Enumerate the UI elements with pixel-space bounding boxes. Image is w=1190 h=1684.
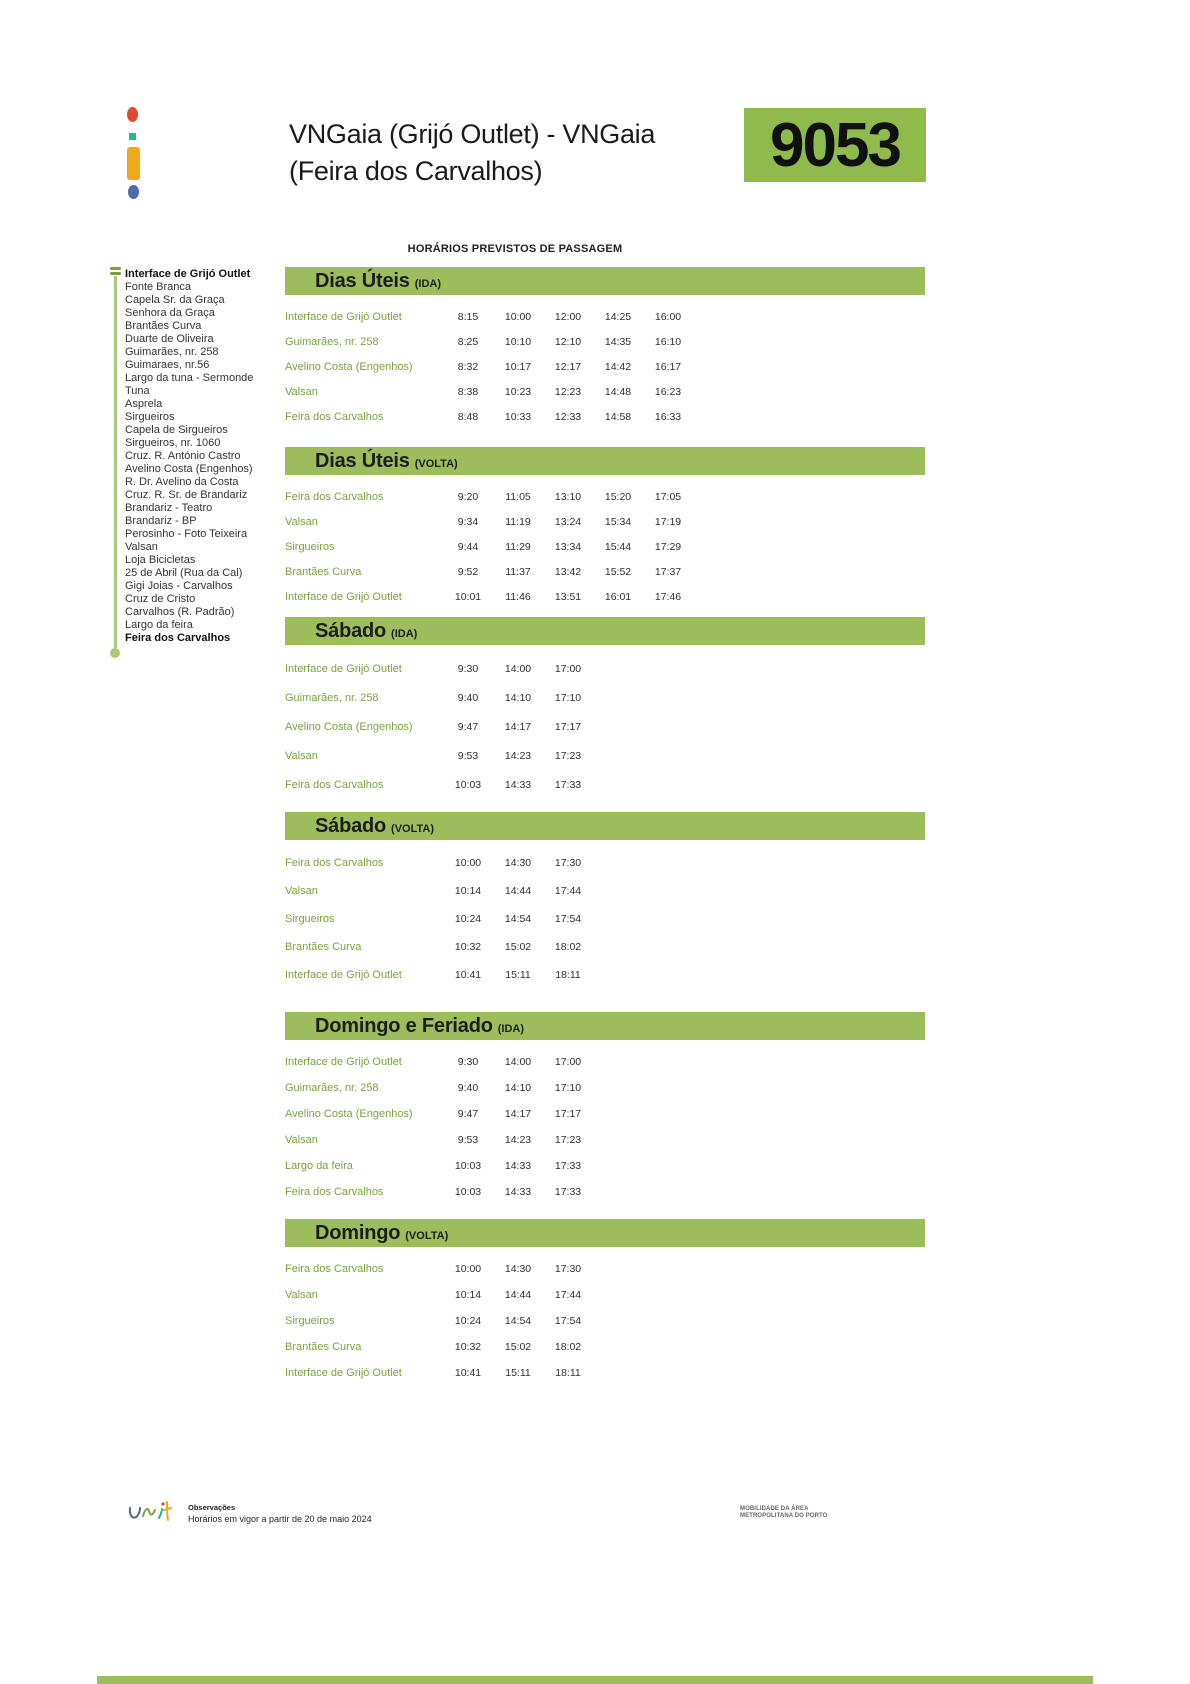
departure-time: 9:52 (457, 565, 479, 578)
bottom-green-band (97, 1676, 1093, 1684)
section-rows (285, 295, 925, 429)
stop-name: Brantães Curva (285, 1341, 362, 1353)
departure-time: 10:41 (454, 1367, 482, 1379)
timetable-row (285, 304, 925, 329)
timetable-row (285, 1101, 925, 1127)
departure-time: 9:30 (457, 662, 479, 675)
logo-orange-bar-icon (127, 147, 140, 180)
timetable-row (285, 654, 925, 683)
section-rows (285, 840, 925, 989)
route-line (114, 276, 117, 648)
section-rows (285, 645, 925, 799)
departure-time: 14:33 (504, 1160, 532, 1172)
sidebar-stop: Cruz. R. António Castro (125, 450, 241, 462)
departure-time: 17:54 (554, 913, 582, 925)
departure-time: 9:40 (457, 1082, 479, 1094)
departure-time: 14:10 (504, 1082, 532, 1094)
section-direction: (IDA) (391, 628, 418, 640)
departure-time: 17:05 (654, 490, 682, 503)
departure-time: 14:44 (504, 885, 532, 897)
departure-time: 17:33 (554, 778, 582, 791)
sidebar-stop: Guimarães, nr. 258 (125, 346, 219, 358)
sidebar-stop: Duarte de Oliveira (125, 333, 214, 345)
departure-time: 17:44 (554, 885, 582, 897)
departure-time: 17:10 (554, 1082, 582, 1094)
timetable-section (285, 1219, 925, 1386)
departure-time: 10:01 (454, 590, 482, 603)
departure-time: 17:00 (554, 662, 582, 675)
sidebar-stop: Perosinho - Foto Teixeira (125, 528, 248, 540)
sidebar-stop: R. Dr. Avelino da Costa (125, 476, 239, 488)
timetable-row (285, 770, 925, 799)
departure-time: 17:29 (654, 540, 682, 553)
section-title: Dias Úteis (315, 269, 410, 292)
departure-time: 10:03 (454, 1186, 482, 1198)
departure-time: 15:11 (505, 969, 531, 981)
timetable-section (285, 267, 925, 429)
timetable-row (285, 1282, 925, 1308)
departure-time: 17:33 (554, 1186, 582, 1198)
departure-time: 13:10 (554, 490, 582, 503)
stop-name: Valsan (285, 1289, 318, 1301)
departure-time: 11:46 (505, 590, 531, 603)
departure-time: 9:53 (457, 749, 479, 762)
section-header (285, 267, 925, 295)
departure-time: 10:00 (454, 857, 482, 869)
departure-time: 14:30 (504, 1263, 532, 1275)
stop-name: Avelino Costa (Engenhos) (285, 720, 413, 733)
departure-time: 16:00 (654, 310, 682, 323)
departure-time: 16:23 (654, 385, 682, 398)
timetable-section (285, 1012, 925, 1205)
stop-name: Largo da feira (285, 1160, 353, 1172)
departure-time: 14:10 (504, 691, 532, 704)
timetable-row (285, 849, 925, 877)
departure-time: 10:24 (454, 913, 482, 925)
departure-time: 13:51 (554, 590, 582, 603)
agency-line1: MOBILIDADE DA ÁREA (740, 1506, 809, 1512)
departure-time: 17:44 (554, 1289, 582, 1301)
departure-time: 16:01 (604, 590, 632, 603)
timetable-row (285, 1256, 925, 1282)
departure-time: 11:37 (505, 565, 531, 578)
departure-time: 8:48 (457, 410, 479, 423)
stop-name: Interface de Grijó Outlet (285, 590, 402, 603)
stop-name: Valsan (285, 385, 318, 398)
departure-time: 10:41 (454, 969, 482, 981)
timetable-row (285, 1127, 925, 1153)
stop-name: Interface de Grijó Outlet (285, 1056, 402, 1068)
stop-name: Sirgueiros (285, 913, 335, 925)
stop-name: Avelino Costa (Engenhos) (285, 360, 413, 373)
departure-time: 11:29 (505, 540, 531, 553)
departure-time: 9:30 (457, 1056, 479, 1068)
timetable-sections (285, 0, 925, 1684)
departure-time: 14:25 (604, 310, 632, 323)
departure-time: 10:23 (504, 385, 532, 398)
section-header (285, 447, 925, 475)
departure-time: 14:23 (504, 1134, 532, 1146)
observations-text: Horários em vigor a partir de 20 de maio 2024 (188, 1514, 372, 1524)
departure-time: 11:19 (505, 515, 531, 528)
departure-time: 14:35 (604, 335, 632, 348)
departure-time: 9:34 (457, 515, 479, 528)
timetable-row (285, 961, 925, 989)
timetable-row (285, 1308, 925, 1334)
departure-time: 14:42 (604, 360, 632, 373)
departure-time: 9:20 (457, 490, 479, 503)
departure-time: 10:00 (454, 1263, 482, 1275)
departure-time: 9:53 (457, 1134, 479, 1146)
departure-time: 14:33 (504, 1186, 532, 1198)
departure-time: 12:33 (554, 410, 582, 423)
departure-time: 17:17 (554, 1108, 582, 1120)
stop-name: Interface de Grijó Outlet (285, 310, 402, 323)
sidebar-stop: Guimaraes, nr.56 (125, 359, 210, 371)
sidebar-stop: Brantães Curva (125, 320, 202, 332)
route-title-line2: (Feira dos Carvalhos) (289, 156, 543, 186)
departure-time: 15:34 (604, 515, 632, 528)
sidebar-stop: Valsan (125, 541, 158, 553)
departure-time: 9:47 (457, 1108, 479, 1120)
departure-time: 15:11 (505, 1367, 531, 1379)
sidebar-stop: Sirgueiros, nr. 1060 (125, 437, 221, 449)
section-title: Domingo (315, 1221, 401, 1244)
stop-name: Feira dos Carvalhos (285, 857, 384, 869)
logo-red-dot-icon (127, 107, 138, 122)
departure-time: 17:30 (554, 857, 582, 869)
agency-line2: METROPOLITANA DO PORTO (740, 1513, 828, 1519)
operator-logo-mark (127, 107, 141, 199)
section-direction: (VOLTA) (391, 823, 435, 835)
route-start-marker-bar (110, 267, 121, 270)
timetable-row (285, 484, 925, 509)
logo-blue-dot-icon (128, 185, 139, 199)
departure-time: 17:17 (554, 720, 582, 733)
timetable-row (285, 509, 925, 534)
timetable-row (285, 584, 925, 609)
timetable-row (285, 1153, 925, 1179)
departure-time: 18:02 (554, 941, 582, 953)
departure-time: 14:44 (504, 1289, 532, 1301)
departure-time: 17:54 (554, 1315, 582, 1327)
section-header (285, 812, 925, 840)
observations-label: Observações (188, 1503, 236, 1512)
sidebar-stop: Interface de Grijó Outlet (125, 268, 251, 280)
departure-time: 18:02 (554, 1341, 582, 1353)
timetable-row (285, 683, 925, 712)
departure-time: 11:05 (505, 490, 531, 503)
departure-time: 14:17 (504, 1108, 532, 1120)
departure-time: 10:17 (504, 360, 532, 373)
timetable-row (285, 329, 925, 354)
stop-name: Valsan (285, 1134, 318, 1146)
stop-name: Feira dos Carvalhos (285, 778, 384, 791)
departure-time: 14:58 (604, 410, 632, 423)
departure-time: 15:02 (504, 1341, 532, 1353)
departure-time: 10:32 (454, 1341, 482, 1353)
departure-time: 14:54 (504, 1315, 532, 1327)
timetable-row (285, 933, 925, 961)
logo-teal-square-icon (129, 133, 136, 140)
departure-time: 12:17 (554, 360, 582, 373)
departure-time: 10:10 (504, 335, 532, 348)
timetable-row (285, 1075, 925, 1101)
timetable-row (285, 534, 925, 559)
timetable-section (285, 617, 925, 799)
departure-time: 14:33 (504, 778, 532, 791)
timetable-row (285, 404, 925, 429)
stop-name: Interface de Grijó Outlet (285, 662, 402, 675)
sidebar-stop: Largo da tuna - Sermonde (125, 372, 254, 384)
departure-time: 13:24 (554, 515, 582, 528)
departure-time: 18:11 (555, 1367, 581, 1379)
stop-name: Sirgueiros (285, 1315, 335, 1327)
stop-name: Interface de Grijó Outlet (285, 1367, 402, 1379)
sidebar-stop: Avelino Costa (Engenhos) (125, 463, 253, 475)
departure-time: 14:54 (504, 913, 532, 925)
timetable-row (285, 712, 925, 741)
departure-time: 15:44 (604, 540, 632, 553)
departure-time: 9:44 (457, 540, 479, 553)
section-rows (285, 1247, 925, 1386)
section-rows (285, 1040, 925, 1205)
departure-time: 14:17 (504, 720, 532, 733)
departure-time: 17:30 (554, 1263, 582, 1275)
departure-time: 9:47 (457, 720, 479, 733)
stop-name: Avelino Costa (Engenhos) (285, 1108, 413, 1120)
stop-name: Sirgueiros (285, 540, 335, 553)
departure-time: 12:10 (554, 335, 582, 348)
departure-time: 10:32 (454, 941, 482, 953)
timetable-row (285, 559, 925, 584)
stop-name: Valsan (285, 515, 318, 528)
departure-time: 15:52 (604, 565, 632, 578)
departure-time: 10:14 (454, 1289, 482, 1301)
departure-time: 15:20 (604, 490, 632, 503)
sidebar-stop: Loja Bicicletas (125, 554, 196, 566)
unir-logo (126, 1496, 182, 1534)
stop-name: Valsan (285, 749, 318, 762)
section-direction: (IDA) (497, 1023, 525, 1035)
departure-time: 13:42 (554, 565, 582, 578)
timetable-row (285, 1334, 925, 1360)
page-subtitle: HORÁRIOS PREVISTOS DE PASSAGEM (407, 243, 623, 255)
timetable-row (285, 379, 925, 404)
departure-time: 17:23 (554, 749, 582, 762)
sidebar-stop: Cruz. R. Sr. de Brandariz (125, 489, 248, 501)
sidebar-stop: Capela de Sirgueiros (125, 424, 228, 436)
sidebar-stop: Carvalhos (R. Padrão) (125, 606, 235, 618)
sidebar-stop: Feira dos Carvalhos (125, 632, 231, 644)
section-title: Sábado (315, 619, 387, 642)
departure-time: 10:33 (504, 410, 532, 423)
route-start-marker-bar (110, 272, 121, 275)
sidebar-stop: Asprela (125, 398, 163, 410)
departure-time: 16:10 (654, 335, 682, 348)
departure-time: 10:24 (454, 1315, 482, 1327)
observations (188, 1503, 372, 1524)
sidebar-stop: Tuna (125, 385, 150, 397)
departure-time: 17:46 (654, 590, 682, 603)
timetable-row (285, 1049, 925, 1075)
sidebar-stop: Capela Sr. da Graça (125, 294, 225, 306)
route-title-line1: VNGaia (Grijó Outlet) - VNGaia (289, 119, 656, 149)
timetable-row (285, 877, 925, 905)
agency-name (740, 1506, 827, 1520)
stop-name: Valsan (285, 885, 318, 897)
departure-time: 10:03 (454, 778, 482, 791)
timetable-section (285, 447, 925, 609)
stop-name: Brantães Curva (285, 565, 362, 578)
departure-time: 8:38 (457, 385, 479, 398)
departure-time: 15:02 (504, 941, 532, 953)
sidebar-stop: 25 de Abril (Rua da Cal) (125, 567, 243, 579)
departure-time: 17:23 (554, 1134, 582, 1146)
departure-time: 16:17 (654, 360, 682, 373)
timetable-row (285, 1179, 925, 1205)
departure-time: 18:11 (555, 969, 581, 981)
departure-time: 10:00 (504, 310, 532, 323)
stop-name: Guimarães, nr. 258 (285, 691, 379, 704)
stop-name: Feira dos Carvalhos (285, 490, 384, 503)
stop-name: Feira dos Carvalhos (285, 1186, 384, 1198)
section-header (285, 617, 925, 645)
sidebar-stop: Fonte Branca (125, 281, 192, 293)
sidebar-stop: Sirgueiros (125, 411, 175, 423)
section-title: Dias Úteis (315, 449, 410, 472)
section-title: Domingo e Feriado (315, 1014, 493, 1037)
sidebar-stop: Brandariz - BP (125, 515, 197, 527)
departure-time: 10:03 (454, 1160, 482, 1172)
departure-time: 17:33 (554, 1160, 582, 1172)
departure-time: 17:10 (554, 691, 582, 704)
timetable-row (285, 354, 925, 379)
timetable-row (285, 905, 925, 933)
route-end-marker-icon (110, 648, 120, 658)
departure-time: 17:19 (654, 515, 682, 528)
stop-name: Feira dos Carvalhos (285, 410, 384, 423)
departure-time: 16:33 (654, 410, 682, 423)
stop-name: Brantães Curva (285, 941, 362, 953)
sidebar-stop: Gigi Joias - Carvalhos (125, 580, 233, 592)
departure-time: 12:00 (554, 310, 582, 323)
route-number-badge: 9053 (744, 108, 926, 182)
sidebar-stop: Largo da feira (125, 619, 193, 631)
stop-name: Interface de Grijó Outlet (285, 969, 402, 981)
departure-time: 17:00 (554, 1056, 582, 1068)
departure-time: 14:00 (504, 1056, 532, 1068)
departure-time: 14:48 (604, 385, 632, 398)
sidebar-stop: Senhora da Graça (125, 307, 215, 319)
section-header (285, 1219, 925, 1247)
sidebar-stop: Brandariz - Teatro (125, 502, 213, 514)
timetable-row (285, 741, 925, 770)
departure-time: 8:15 (457, 310, 479, 323)
stop-name: Guimarães, nr. 258 (285, 1082, 379, 1094)
departure-time: 8:25 (457, 335, 479, 348)
section-direction: (VOLTA) (405, 1230, 449, 1242)
departure-time: 10:14 (454, 885, 482, 897)
departure-time: 13:34 (554, 540, 582, 553)
departure-time: 17:37 (654, 565, 682, 578)
section-direction: (VOLTA) (414, 458, 458, 470)
timetable-row (285, 1360, 925, 1386)
sidebar-stop: Cruz de Cristo (125, 593, 196, 605)
section-rows (285, 475, 925, 609)
section-header (285, 1012, 925, 1040)
departure-time: 14:00 (504, 662, 532, 675)
departure-time: 12:23 (554, 385, 582, 398)
section-title: Sábado (315, 814, 387, 837)
departure-time: 14:30 (504, 857, 532, 869)
stop-name: Feira dos Carvalhos (285, 1263, 384, 1275)
section-direction: (IDA) (414, 278, 441, 290)
departure-time: 14:23 (504, 749, 532, 762)
timetable-section (285, 812, 925, 989)
departure-time: 9:40 (457, 691, 479, 704)
departure-time: 8:32 (457, 360, 479, 373)
sidebar-stop-list (125, 268, 300, 645)
stop-name: Guimarães, nr. 258 (285, 335, 379, 348)
